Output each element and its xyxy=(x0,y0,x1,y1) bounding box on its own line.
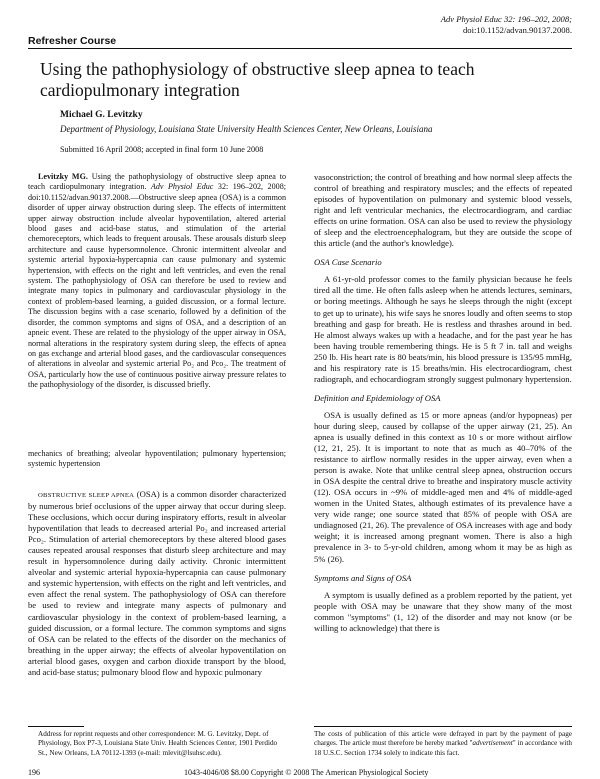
abstract-citation-pre: Using the pathophysiology of obstructive sleep apnea to teach cardiopulmonary integration. xyxy=(28,172,286,192)
abstract xyxy=(28,172,286,391)
journal-citation: Adv Physiol Educ 32: 196–202, 2008; xyxy=(440,14,572,24)
intro-continued: vasoconstriction; the control of breathing and how normal sleep affects the control of breathing and respiratory muscles; and the effects of repeated episodes of hypoventilation on pulmonary and systemic blood vessels, right and left ventricular mechanics, the electrocardiogram, and cardiac effects on urine formation. OSA can also be used to review the physiology of sleep and the electroencephalogram, but they are outside the scope of this article (and the author's knowledge). xyxy=(314,172,572,249)
heading-case-scenario: OSA Case Scenario xyxy=(314,257,382,268)
footnote-right-post: " in accordance with 18 U.S.C. Section 1734 solely to indicate this fact. xyxy=(314,739,572,757)
header-rule xyxy=(28,48,572,49)
author-name: Michael G. Levitzky xyxy=(60,110,143,120)
journal-doi: doi:10.1152/advan.90137.2008. xyxy=(462,25,572,35)
section-label: Refresher Course xyxy=(28,35,117,47)
correspondence-footnote: Address for reprint requests and other correspondence: M. G. Levitzky, Dept. of Physiology, Box P7-3, Louisiana State Univ. Health Sciences Center, 1901 Perdido St., New Orleans, LA 70112-1393 (e-mail: mlevit@lsuhsc.edu). xyxy=(38,730,278,757)
right-column xyxy=(314,172,572,634)
journal-reference xyxy=(332,14,572,36)
author-affiliation: Department of Physiology, Louisiana State University Health Sciences Center, New Orleans, Louisiana xyxy=(60,124,433,134)
intro-text: (OSA) is a common disorder characterized by numerous brief occlusions of the upper airway that occur during sleep. These occlusions, which occur during inspiratory efforts, result in alveolar hypoventilation that leads to decreased arterial Po₂ and increased arterial Pco₂. Stimulation of arterial chemoreceptors by these altered blood gases causes repeated arousal responses that disturb sleep architecture and may result in hypersomnolence during daily activity. Chronic intermittent alveolar and systemic arterial hypoxia-hypercapnia can cause pulmonary and systemic hypertension, with effects on the right and left ventricles, and even affect the renal system. The pathophysiology of OSA can therefore be used to review and integrate many aspects of pulmonary and cardiovascular physiology in the context of problem-based learning, a guided discussion, or a formal lecture. The common symptoms and signs of OSA can be related to the effects of the disorder on the mechanics of breathing in the upper airway; the effects of alveolar hypoventilation on arterial blood gases, oxygen and carbon dioxide transport by the blood, and acid-base status; pulmonary blood flow and hypoxic pulmonary xyxy=(28,489,287,677)
abstract-body: 32: 196–202, 2008; doi:10.1152/advan.90137.2008.—Obstructive sleep apnea (OSA) is a common disorder of upper airway obstruction during sleep. The effects of intermittent upper airway obstruction include alveolar hypoventilation, altered arterial blood gases and acid-base status, and stimulation of the arterial chemoreceptors, which leads to frequent arousals. These arousals disturb sleep architecture and cause hypersomnolence. Chronic intermittent alveolar and systemic arterial hypoxia-hypercapnia can cause pulmonary and systemic hypertension, with effects on the right and left ventricles, and even the renal system. The pathophysiology of OSA can therefore be used to review and integrate many topics in pulmonary and cardiovascular physiology in the context of problem-based learning, a guided discussion, or a formal lecture. The discussion begins with a case scenario, followed by a definition of the disorder, the common symptoms and signs of OSA, and a description of an apneic event. These are related to the physiology of the upper airway in OSA, normal alterations in the respiratory system during sleep, the effects of apnea on gas exchange and arterial blood gases, and the cardiovascular consequences of alterations in alveolar and systemic arterial Po₂ and Pco₂. The treatment of OSA, particularly how the use of continuous positive airway pressure relates to the pathophysiology of the disorder, is discussed briefly. xyxy=(28,182,286,390)
footnote-advertisement: advertisement xyxy=(472,739,513,748)
definition-text: OSA is usually defined as 15 or more apneas (and/or hypopneas) per hour during sleep, caused by collapse of the upper airway (21, 25). An apnea is usually defined in this context as 10 s or more without airflow (12, 21, 25). It is important to note that as much as 40–70% of the resistance to airflow normally resides in the upper airway, even when a person is awake. Note that unlike central sleep apnea, obstruction occurs in OSA despite the central drive to breathe and inspiratory muscle activity (12). OSA occurs in ~9% of middle-aged men and 4% of middle-aged women in the United States, although estimates of its prevalence have a very wide range; one source stated that 85% of people with OSA are undiagnosed (21, 26). The prevalence of OSA increases with age and body weight; it is increased among pregnant women. There is also a high prevalence in 3- to 5-yr-old children, among whom it may be as high as 5% (26). xyxy=(314,409,572,564)
footnote-rule-left xyxy=(28,726,84,727)
footnote-right-pre: The costs of publication of this article were defrayed in part by the payment of page charges. The article must therefore be hereby marked " xyxy=(314,730,572,748)
article-title: Using the pathophysiology of obstructive sleep apnea to teach cardiopulmonary integration xyxy=(40,59,475,100)
heading-symptoms: Symptoms and Signs of OSA xyxy=(314,572,412,583)
copyright-footer: 1043-4046/08 $8.00 Copyright © 2008 The American Physiological Society xyxy=(184,768,429,777)
symptoms-text: A symptom is usually defined as a problem reported by the patient, yet people with OSA may be unaware that they show many of the most common "symptoms" (1, 12) of the disorder and may not know (or be willing to acknowledge) that there is xyxy=(314,589,572,633)
abstract-author: Levitzky MG. xyxy=(38,172,88,181)
abstract-journal: Adv Physiol Educ xyxy=(150,182,214,192)
footnote-rule-right xyxy=(314,726,572,727)
intro-lead: OBSTRUCTIVE SLEEP APNEA xyxy=(38,492,135,499)
heading-definition: Definition and Epidemiology of OSA xyxy=(314,392,441,403)
introduction xyxy=(28,489,286,678)
page-number: 196 xyxy=(28,768,40,777)
publication-cost-footnote xyxy=(314,730,572,758)
submission-dates: Submitted 16 April 2008; accepted in final form 10 June 2008 xyxy=(60,145,264,154)
case-scenario-text: A 61-yr-old professor comes to the family physician because he feels tired all the time. He often falls asleep when he attends lectures, seminars, or boring meetings. Although he says he sleeps through the night (except to get up to urinate), his wife says he snores loudly and often seems to stop breathing and gasp for breath. He is restless and thrashes around in bed. He almost always wakes up with a headache, and for the past year he has been having trouble remembering things. He is 5 ft 7 in. tall and weighs 250 lb. His heart rate is 80 beats/min, his blood pressure is 135/95 mmHg, and his respiratory rate is 15 breaths/min. His electrocardiogram, chest radiograph, and echocardiogram strongly suggest pulmonary hypertension. xyxy=(314,274,572,384)
keywords: mechanics of breathing; alveolar hypoventilation; pulmonary hypertension; systemic hypertension xyxy=(28,449,286,469)
